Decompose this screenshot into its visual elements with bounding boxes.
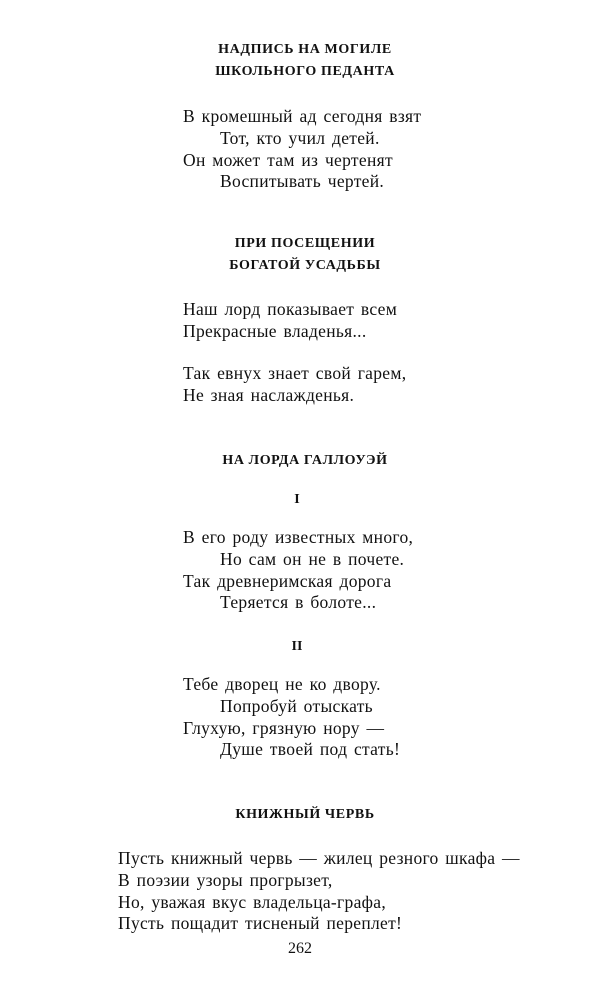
verse-line: Тот, кто учил детей. (220, 127, 380, 148)
poem-title (155, 804, 455, 826)
verse-line: Глухую, грязную нору — (183, 717, 385, 738)
verse-line: В его роду известных много, (183, 527, 414, 547)
title-line: БОГАТОЙ УСАДЬБЫ (229, 258, 381, 273)
title-line: КНИЖНЫЙ ЧЕРВЬ (235, 807, 375, 822)
poem-title (155, 39, 455, 83)
verse-line: Тебе дворец не ко двору. (183, 674, 381, 694)
page-number: 262 (288, 940, 312, 957)
verse-line: Так древнеримская дорога (183, 570, 392, 591)
verse-line: В поэзии узоры прогрызет, (118, 869, 333, 890)
stanza (183, 527, 413, 614)
verse-line: Попробуй отыскать (220, 695, 373, 716)
verse-line: Душе твоей под стать! (220, 739, 401, 760)
title-line: ПРИ ПОСЕЩЕНИИ (234, 236, 376, 251)
verse-line: Теряется в болоте... (220, 592, 377, 613)
stanza (183, 106, 421, 193)
verse-line: Пусть книжный червь — жилец резного шкафа — (118, 848, 520, 868)
verse-line: Но, уважая вкус владельца-графа, (118, 891, 387, 912)
title-line: НА ЛОРДА ГАЛЛОУЭЙ (222, 453, 388, 468)
poem-title (155, 450, 455, 472)
part-numeral: II (291, 639, 303, 654)
part-numeral: I (294, 492, 300, 507)
stanza (183, 299, 397, 343)
verse-line: Прекрасные владенья... (183, 320, 367, 341)
verse-line: Воспитывать чертей. (220, 171, 385, 192)
title-line: НАДПИСЬ НА МОГИЛЕ (218, 42, 392, 57)
verse-line: Так евнух знает свой гарем, (183, 363, 407, 383)
stanza (183, 674, 400, 761)
title-line: ШКОЛЬНОГО ПЕДАНТА (215, 64, 395, 79)
stanza (183, 363, 406, 407)
verse-line: Он может там из чертенят (183, 149, 393, 170)
verse-line: Но сам он не в почете. (220, 548, 405, 569)
verse-line: Не зная наслажденья. (183, 384, 355, 405)
verse-line: Наш лорд показывает всем (183, 299, 398, 319)
stanza (118, 848, 520, 935)
verse-line: Пусть пощадит тисненый переплет! (118, 913, 403, 934)
verse-line: В кромешный ад сегодня взят (183, 106, 422, 126)
poem-title (155, 233, 455, 277)
